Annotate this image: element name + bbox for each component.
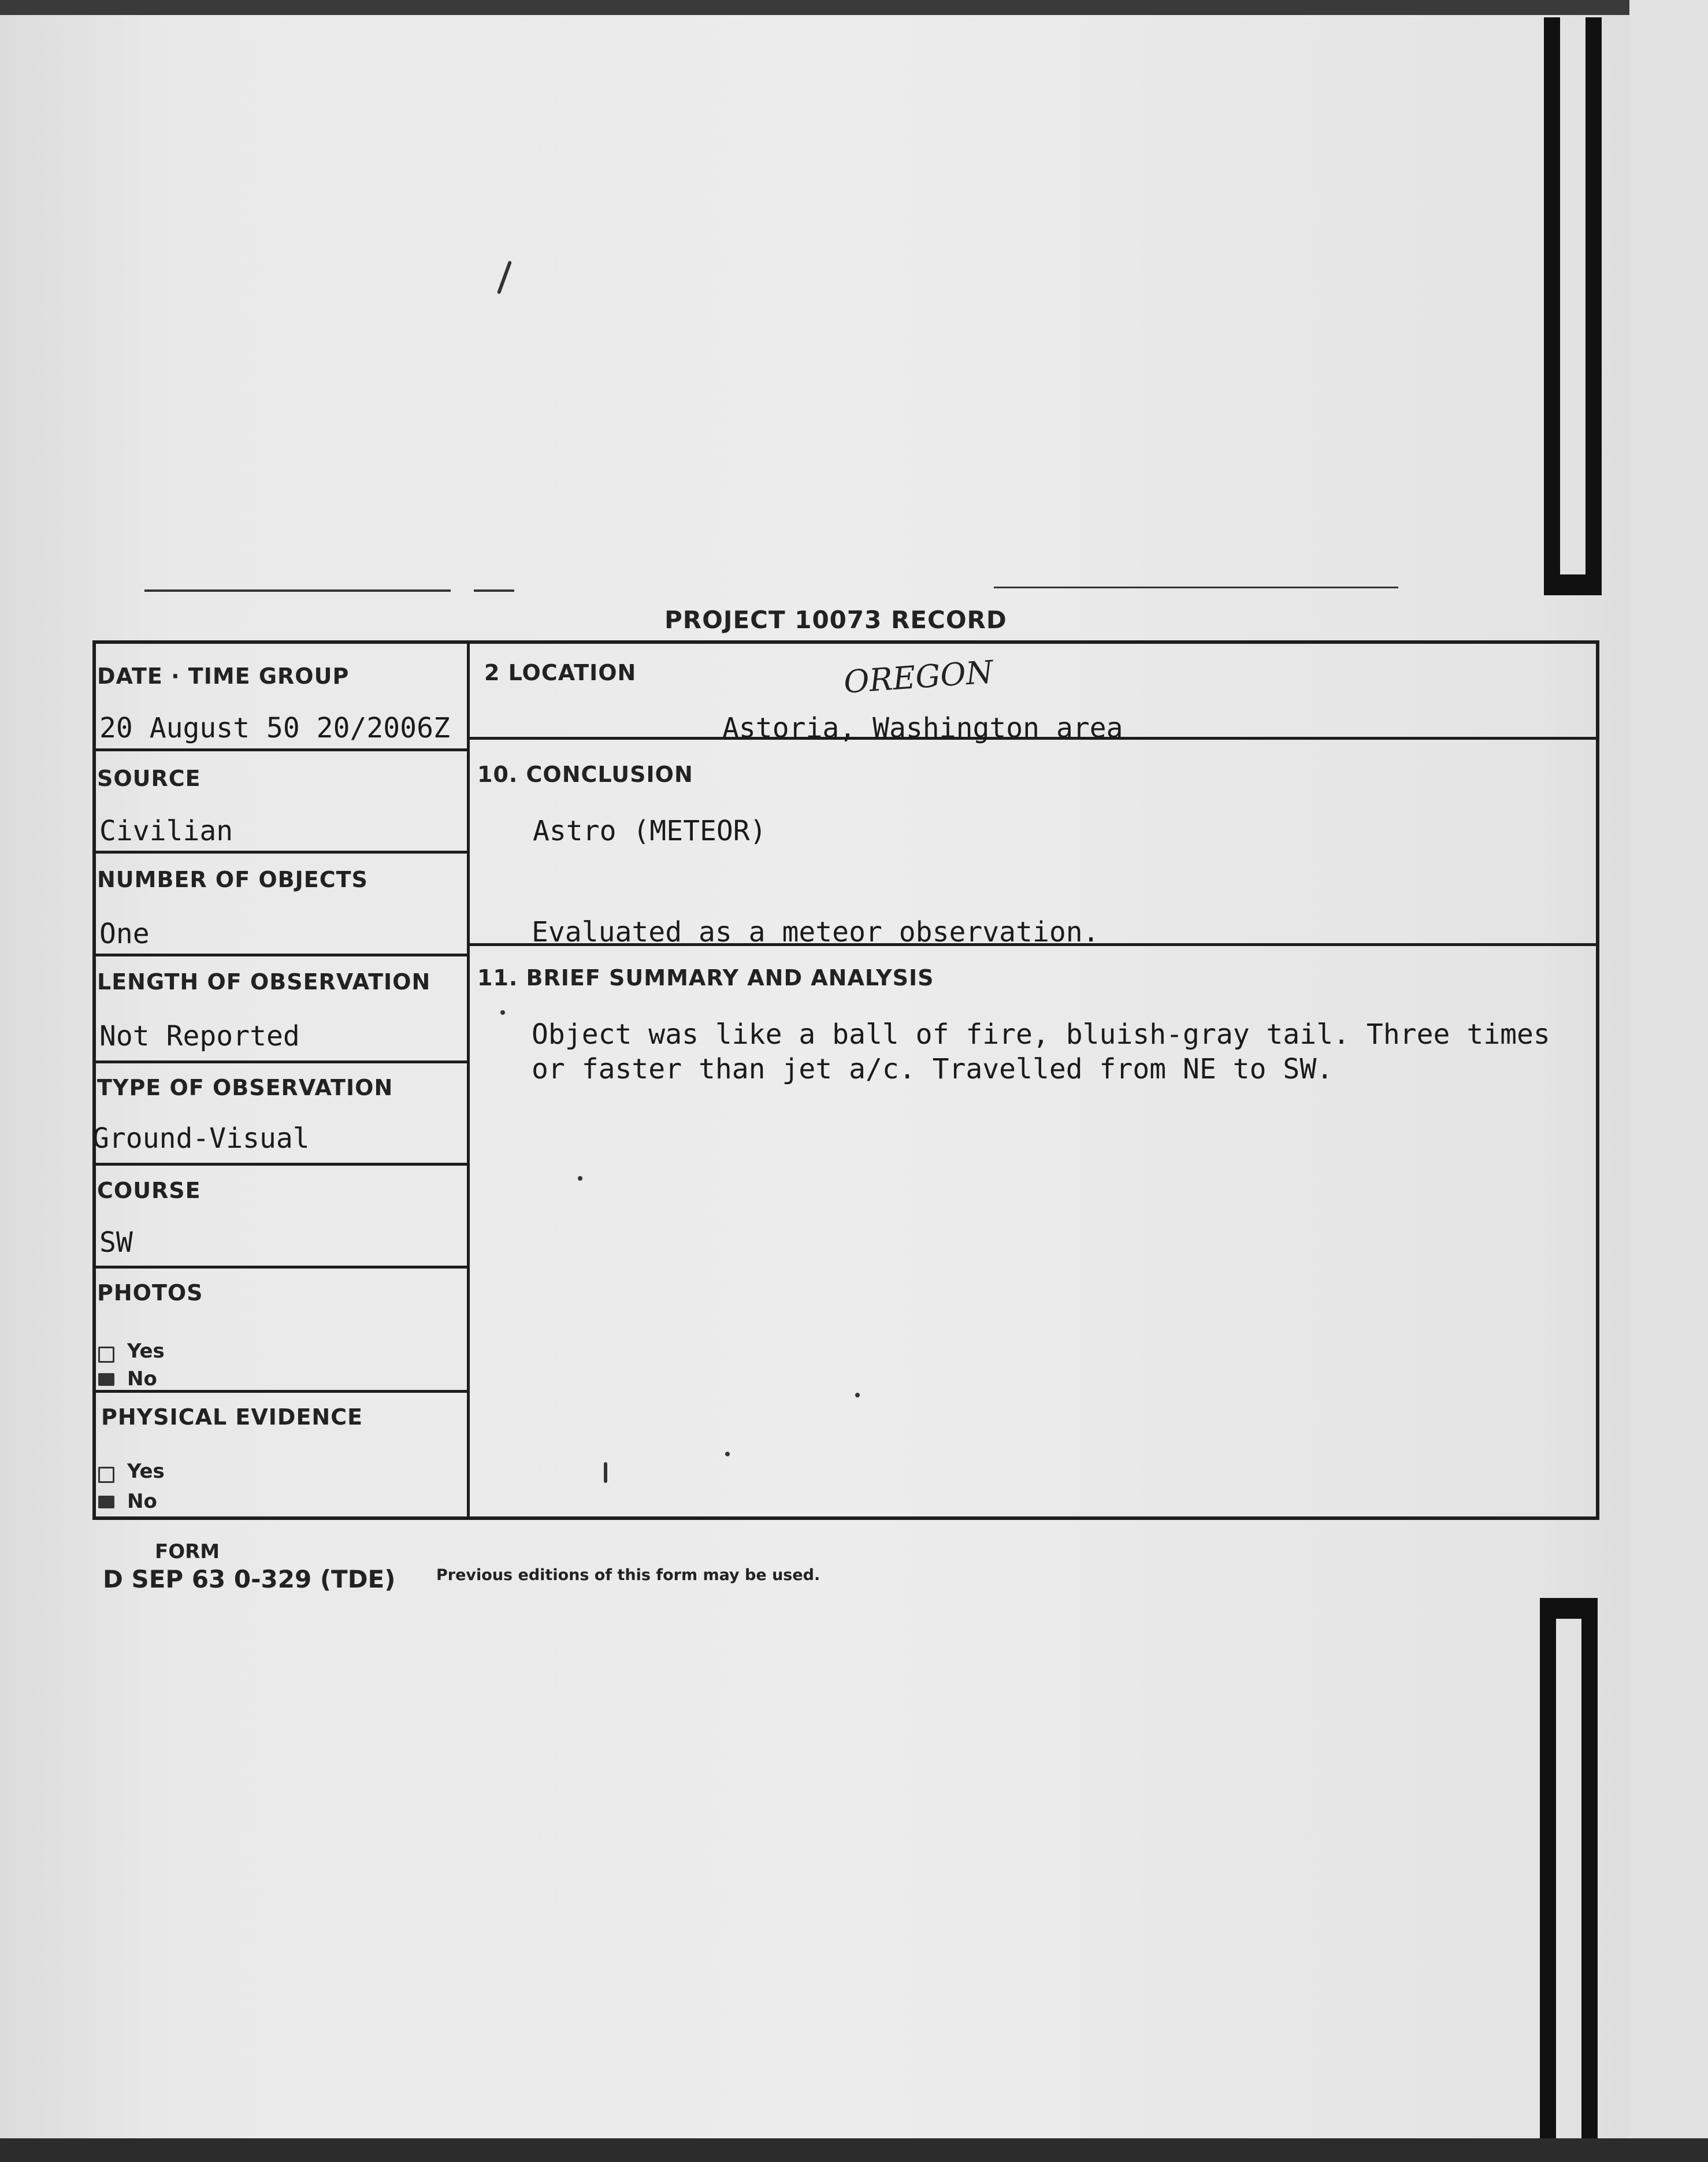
photos-no-checkbox [98, 1373, 114, 1386]
physical-evidence-yes-option: Yes [127, 1460, 165, 1483]
row-divider [95, 1163, 468, 1166]
physical-evidence-no-checkbox [98, 1496, 114, 1508]
scan-bottom-edge [0, 2138, 1708, 2162]
course-label: COURSE [97, 1178, 201, 1203]
date-time-group-label: DATE · TIME GROUP [97, 663, 350, 689]
scan-dash [994, 587, 1398, 588]
footer-note: Previous editions of this form may be used. [436, 1566, 820, 1584]
length-of-observation-value: Not Reported [99, 1020, 300, 1052]
physical-evidence-label: PHYSICAL EVIDENCE [101, 1404, 363, 1430]
source-value: Civilian [99, 815, 233, 847]
photos-label: PHOTOS [97, 1280, 203, 1306]
binder-clip-bottom [1540, 1598, 1598, 2138]
footer-form-word: FORM [155, 1540, 220, 1563]
footer-form-id: D SEP 63 0-329 (TDE) [103, 1565, 396, 1593]
location-label: 2 LOCATION [484, 660, 637, 685]
binder-clip-top [1544, 17, 1602, 595]
column-divider [467, 643, 470, 1518]
type-of-observation-value: Ground-Visual [92, 1122, 310, 1155]
row-divider [95, 1266, 468, 1269]
conclusion-label: 10. CONCLUSION [477, 762, 693, 787]
summary-line-2: or faster than jet a/c. Travelled from NE to SW. [532, 1053, 1334, 1085]
row-divider [95, 851, 468, 854]
photos-yes-option: Yes [127, 1340, 165, 1363]
conclusion-evaluation: Evaluated as a meteor observation. [532, 916, 1100, 948]
row-divider [95, 1060, 468, 1063]
photos-no-option: No [127, 1367, 157, 1390]
course-value: SW [99, 1226, 133, 1259]
source-label: SOURCE [97, 766, 201, 791]
location-handwritten-note: OREGON [842, 654, 994, 700]
summary-line-1: Object was like a ball of fire, bluish-gray tail. Three times [532, 1018, 1550, 1051]
scan-right-shade [1629, 0, 1708, 2162]
physical-evidence-yes-checkbox [98, 1467, 114, 1483]
form-title: PROJECT 10073 RECORD [664, 606, 1007, 634]
physical-evidence-no-option: No [127, 1490, 157, 1513]
scan-speck [855, 1393, 860, 1397]
photos-yes-checkbox [98, 1347, 114, 1363]
conclusion-value: Astro (METEOR) [533, 815, 767, 847]
location-value: Astoria, Washington area [722, 712, 1123, 744]
scan-top-edge [0, 0, 1708, 15]
scan-speck [578, 1176, 582, 1181]
summary-label: 11. BRIEF SUMMARY AND ANALYSIS [477, 965, 934, 991]
type-of-observation-label: TYPE OF OBSERVATION [97, 1075, 393, 1100]
row-divider [95, 954, 468, 956]
scan-speck [604, 1462, 607, 1483]
date-time-group-value: 20 August 50 20/2006Z [99, 712, 450, 744]
scan-dash [144, 589, 451, 592]
scan-dash [474, 589, 514, 592]
scan-speck [500, 1010, 505, 1015]
length-of-observation-label: LENGTH OF OBSERVATION [97, 969, 431, 995]
row-divider [95, 748, 468, 751]
scan-speck [725, 1452, 730, 1456]
number-of-objects-label: NUMBER OF OBJECTS [97, 867, 368, 892]
number-of-objects-value: One [99, 918, 150, 950]
